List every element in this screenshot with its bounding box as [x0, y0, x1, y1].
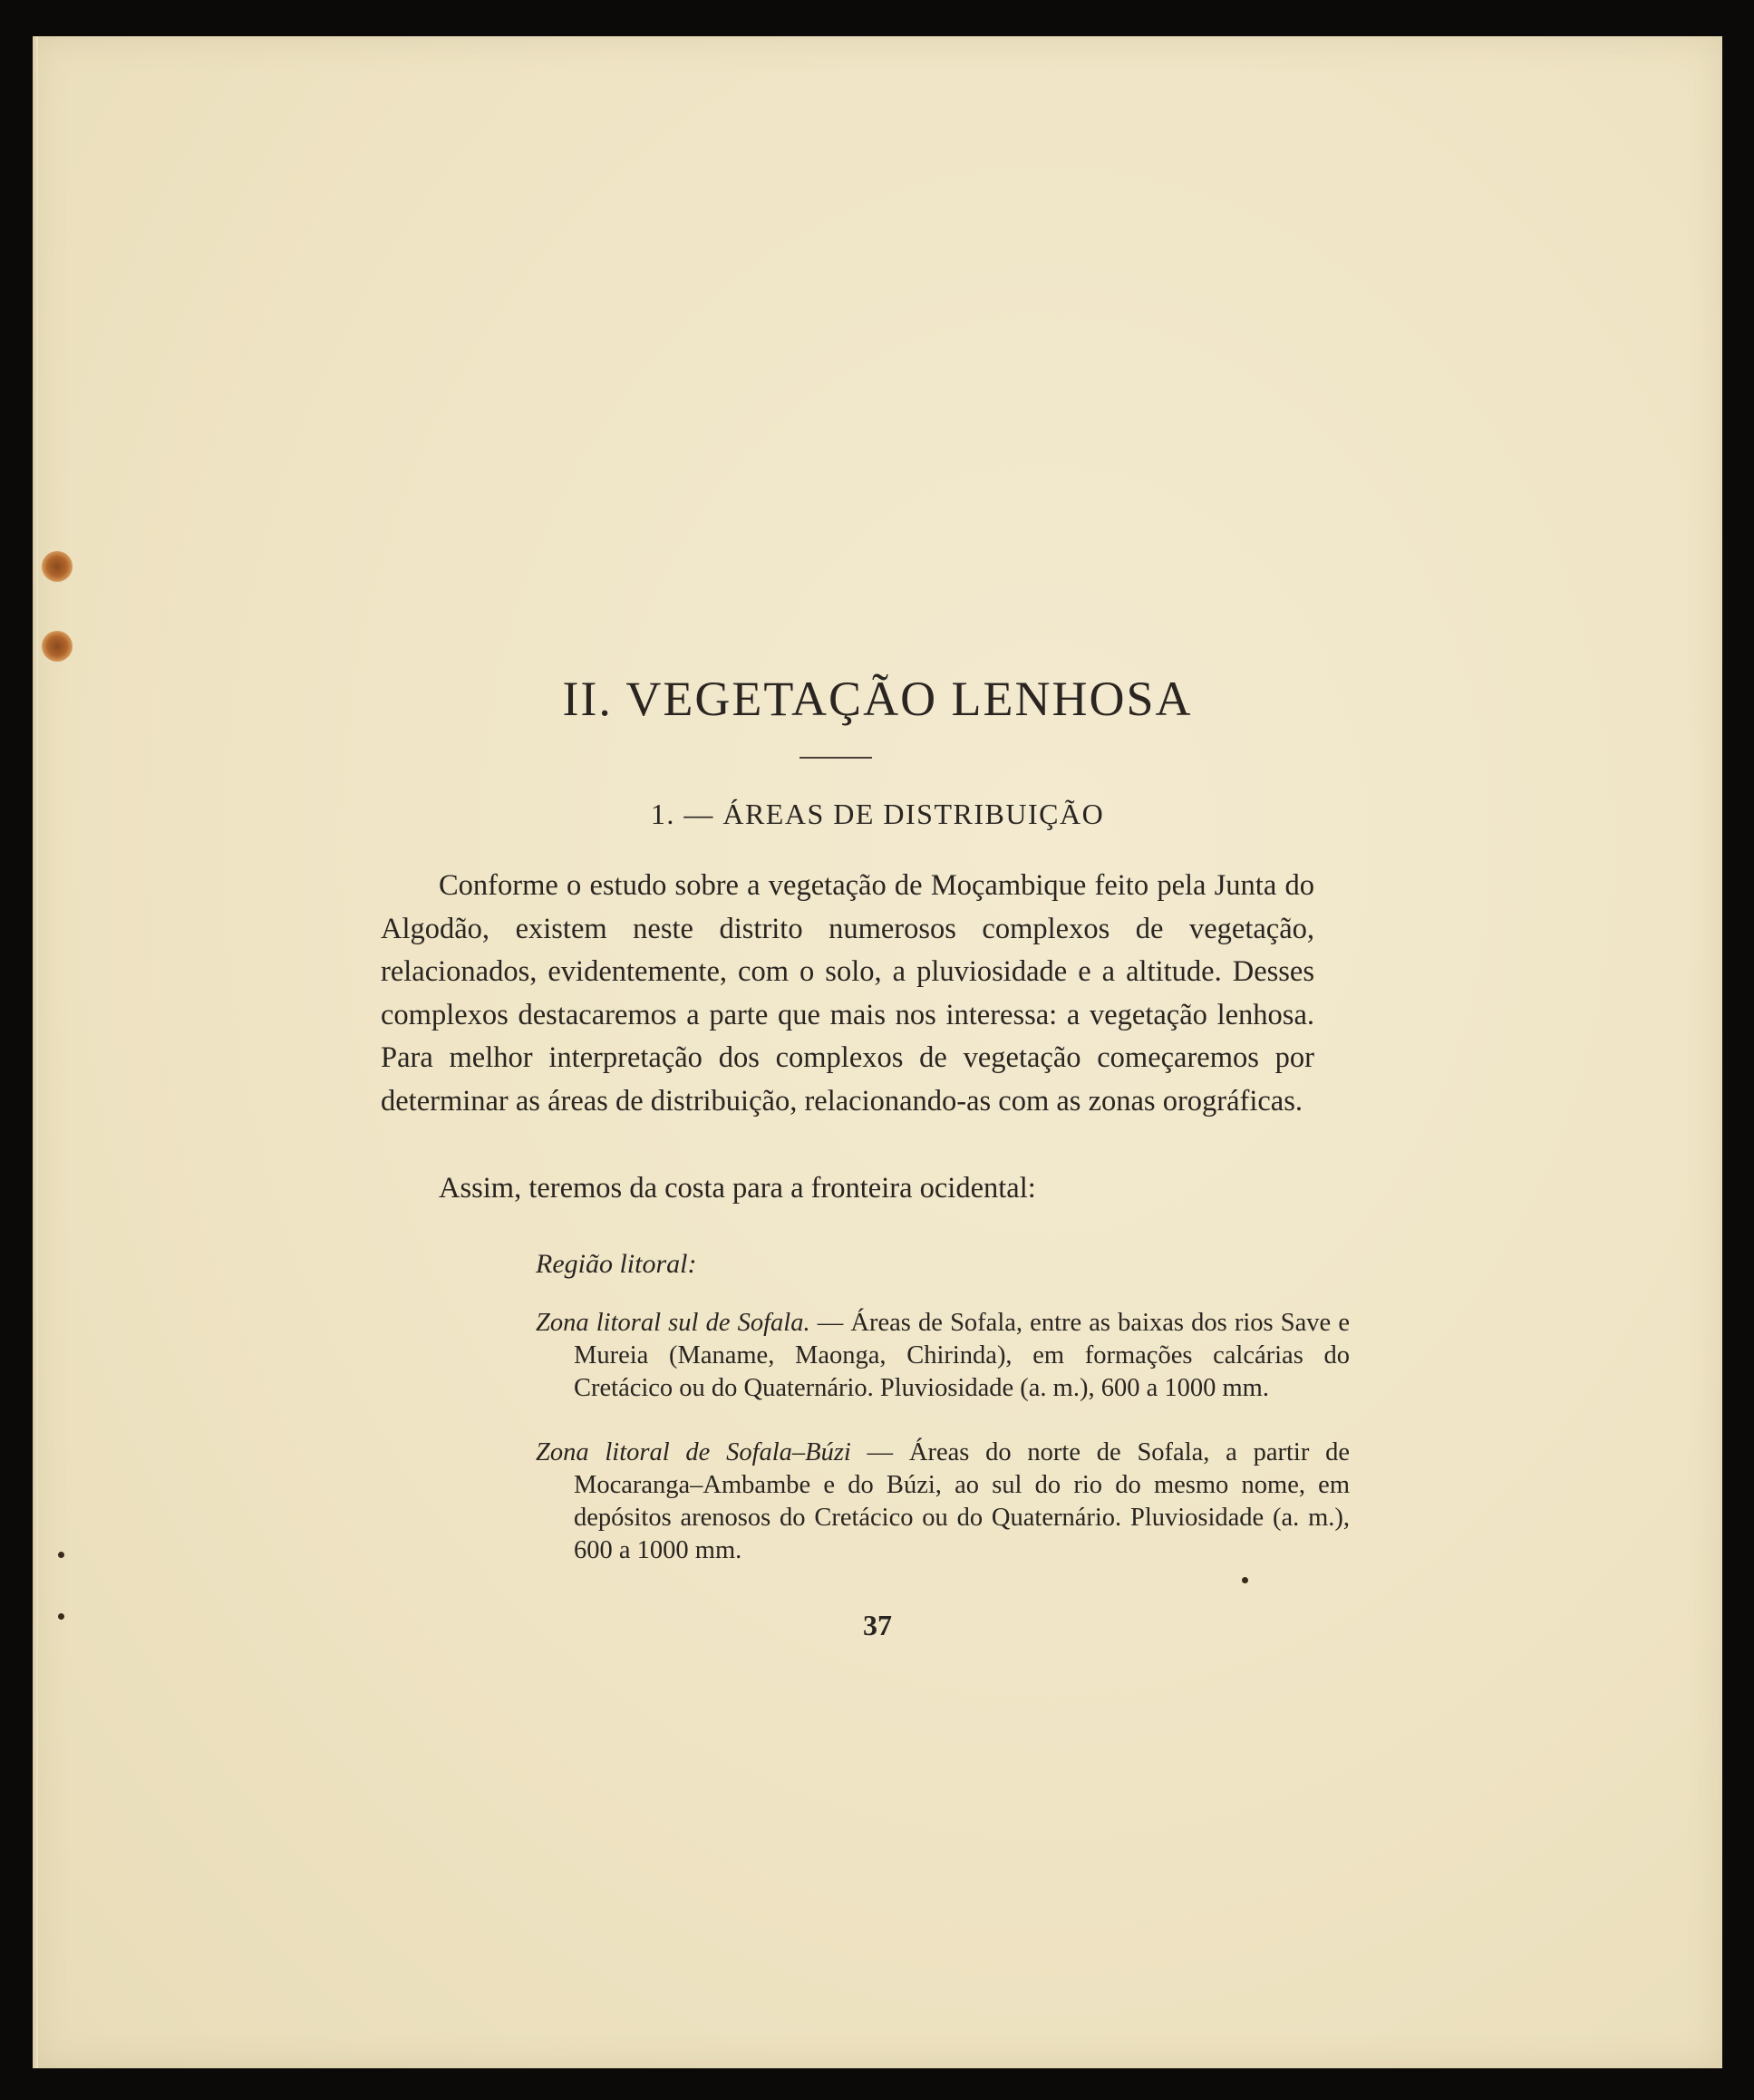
region-heading: Região litoral:	[536, 1249, 697, 1279]
zone-entry	[536, 1437, 1350, 1567]
book-page	[33, 36, 1722, 2068]
body-paragraph: Conforme o estudo sobre a vegetação de Moçambique feito pela Junta do Algodão, existem neste distrito numerosos complexos de vegetação, relacionados, evidentemente, com o solo, a pluviosidade e a altitude. Desses complexos destacaremos a parte que mais nos interessa: a vegetação lenhosa. Para melhor interpretação dos complexos de vegetação começaremos por determinar as áreas de distribuição, relacionando-as com as zonas orográficas.	[381, 869, 1314, 1118]
binding-hole	[42, 551, 73, 582]
ink-speck	[58, 1552, 64, 1558]
zone-entry	[536, 1307, 1350, 1405]
page-gutter	[33, 36, 38, 2068]
ink-speck	[1242, 1577, 1248, 1583]
binding-hole	[42, 631, 73, 662]
chapter-title: II. VEGETAÇÃO LENHOSA	[562, 672, 1193, 726]
page-number: 37	[863, 1609, 892, 1641]
zone-term: Zona litoral sul de Sofala.	[536, 1309, 810, 1337]
title-underline	[799, 757, 872, 759]
body-paragraph: Assim, teremos da costa para a fronteira ocidental:	[439, 1172, 1036, 1205]
zone-description: — Áreas de Sofala, entre as baixas dos rios Save e Mureia (Maname, Maonga, Chirinda), em formações calcárias do Cretácico ou do Quaternário. Pluviosidade (a. m.), 600 a 1000 mm.	[574, 1309, 1350, 1402]
zone-description: — Áreas do norte de Sofala, a partir de Mocaranga–Ambambe e do Búzi, ao sul do rio do mesmo nome, em depósitos arenosos do Cretácico ou do Quaternário. Pluviosidade (a. m.), 600 a 1000 mm.	[574, 1438, 1350, 1564]
section-title: 1. — ÁREAS DE DISTRIBUIÇÃO	[650, 798, 1105, 830]
zone-term: Zona litoral de Sofala–Búzi	[536, 1438, 851, 1466]
